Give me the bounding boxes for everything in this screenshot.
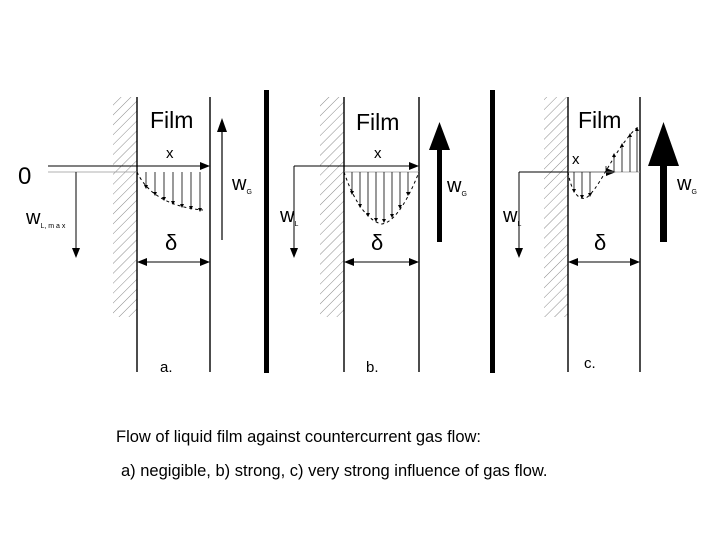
w-liquid-label: $w_{L, m a x}$: [26, 207, 66, 230]
wall-hatch: [320, 97, 344, 317]
panel-b: [279, 97, 467, 376]
panel-a: [18, 97, 252, 376]
origin-label: 0: [18, 163, 32, 190]
thickness-arrow-left: [344, 258, 354, 266]
gas-flow-arrowhead: [217, 118, 227, 132]
velocity-profile: [137, 172, 203, 210]
w-gas-label: $w_G$: [447, 175, 467, 198]
panel-divider: [490, 90, 495, 373]
film-label: Film: [578, 107, 622, 133]
w-liquid-arrowhead: [515, 248, 523, 258]
gas-flow-arrowhead: [429, 122, 450, 150]
w-liquid-arrowhead: [290, 248, 298, 258]
caption-line-2: a) negigible, b) strong, c) very strong influence of gas flow.: [121, 462, 548, 480]
wall-hatch: [113, 97, 137, 317]
film-label: Film: [356, 109, 400, 135]
caption-line-1: Flow of liquid film against countercurrent gas flow:: [116, 428, 481, 446]
delta-label: δ: [371, 230, 384, 255]
delta-label: δ: [165, 230, 178, 255]
panel-label: c.: [584, 355, 596, 372]
velocity-vectors: [352, 172, 408, 220]
panel-label: a.: [160, 359, 173, 376]
thickness-arrow-left: [137, 258, 147, 266]
w-liquid-arrowhead: [72, 248, 80, 258]
gas-flow-arrowhead: [648, 122, 679, 166]
x-axis-arrowhead: [409, 162, 419, 170]
panel-divider: [264, 90, 269, 373]
delta-label: δ: [594, 230, 607, 255]
x-label: x: [166, 145, 174, 162]
gas-flow-arrow: [437, 146, 442, 242]
film-label: Film: [150, 107, 194, 133]
w-liquid-label: $w_L$: [503, 205, 522, 228]
thickness-arrow-left: [568, 258, 578, 266]
w-gas-label: $w_G$: [677, 173, 697, 196]
x-label: x: [572, 151, 580, 168]
panel-label: b.: [366, 359, 379, 376]
x-axis-arrowhead: [200, 162, 210, 170]
gas-flow-arrow: [660, 160, 667, 242]
thickness-arrow-right: [409, 258, 419, 266]
w-gas-label: $w_G$: [232, 173, 252, 196]
wall-hatch: [544, 97, 568, 317]
thickness-arrow-right: [200, 258, 210, 266]
thickness-arrow-right: [630, 258, 640, 266]
x-label: x: [374, 145, 382, 162]
velocity-arrowheads: [350, 191, 410, 223]
panel-c: [502, 97, 697, 372]
w-liquid-label: $w_L$: [280, 205, 299, 228]
velocity-vectors: [574, 130, 637, 196]
